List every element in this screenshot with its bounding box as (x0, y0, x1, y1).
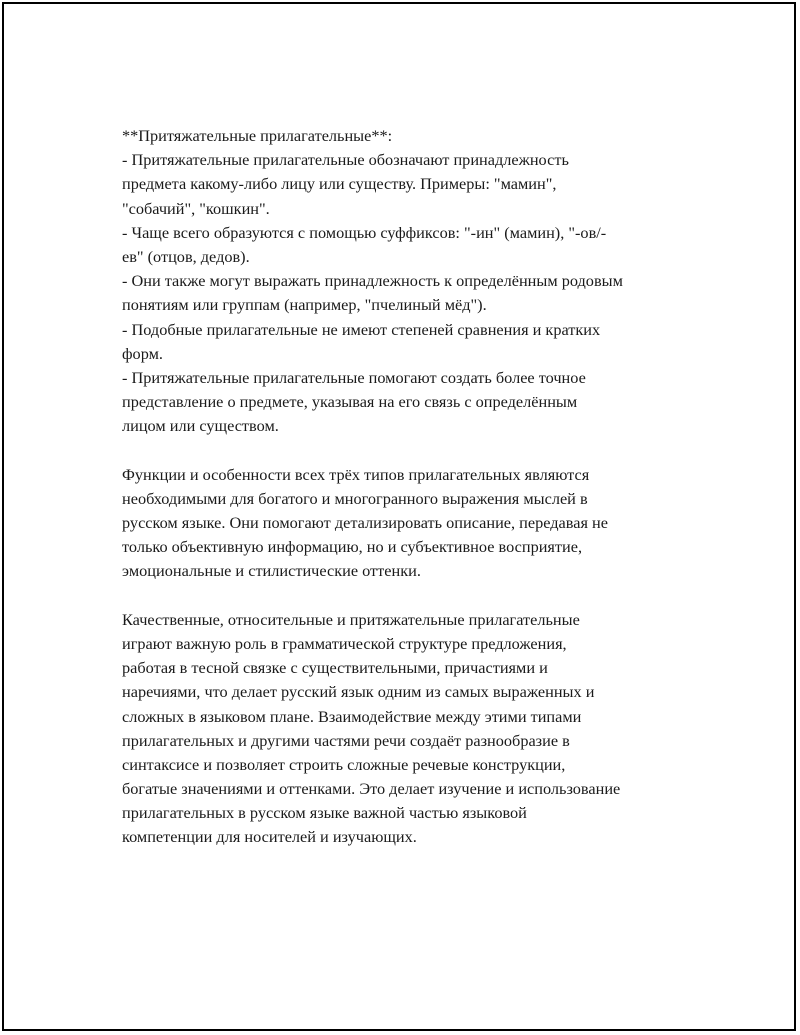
bullet-item-3 (122, 269, 702, 317)
document-body (122, 124, 702, 850)
text-line: играют важную роль в грамматической структуре предложения, (122, 633, 567, 653)
paragraph-spacer (122, 438, 702, 462)
text-line: понятиям или группам (например, "пчелиный мёд"). (122, 295, 487, 315)
text-line: сложных в языковом плане. Взаимодействие между этими типами (122, 706, 582, 726)
text-line: компетенции для носителей и изучающих. (122, 827, 417, 847)
text-line: работая в тесной связке с существительными, причастиями и (122, 658, 548, 678)
paragraph-functions (122, 463, 702, 584)
text-line: "собачий", "кошкин". (122, 198, 270, 218)
text-line: - Притяжательные прилагательные обозначают принадлежность (122, 150, 569, 170)
text-line: наречиями, что делает русский язык одним из самых выраженных и (122, 682, 595, 702)
bullet-item-5 (122, 366, 702, 439)
text-line: прилагательных в русском языке важной частью языковой (122, 803, 527, 823)
text-line: необходимыми для богатого и многогранного выражения мыслей в (122, 488, 588, 508)
text-line: богатые значениями и оттенками. Это делает изучение и использование (122, 779, 621, 799)
bullet-item-1 (122, 148, 702, 221)
text-line: представление о предмете, указывая на его связь с определённым (122, 392, 578, 412)
page-border (2, 2, 796, 1031)
paragraph-spacer (122, 584, 702, 608)
bullet-item-4 (122, 318, 702, 366)
text-line: предмета какому-либо лицу или существу. Примеры: "мамин", (122, 174, 557, 194)
text-line: форм. (122, 343, 163, 363)
text-line: - Они также могут выражать принадлежность к определённым родовым (122, 271, 623, 291)
text-line: Качественные, относительные и притяжательные прилагательные (122, 609, 580, 629)
text-line: эмоциональные и стилистические оттенки. (122, 561, 421, 581)
text-line: русском языке. Они помогают детализировать описание, передавая не (122, 513, 608, 532)
text-line: только объективную информацию, но и субъективное восприятие, (122, 537, 583, 557)
text-line: ев" (отцов, дедов). (122, 246, 250, 266)
text-line: лицом или существом. (122, 416, 279, 436)
section-heading: **Притяжательные прилагательные**: (122, 126, 393, 145)
paragraph-conclusion (122, 608, 702, 850)
text-line: - Подобные прилагательные не имеют степеней сравнения и кратких (122, 319, 601, 339)
text-line: - Притяжательные прилагательные помогают создать более точное (122, 367, 586, 387)
text-line: прилагательных и другими частями речи создаёт разнообразие в (122, 730, 570, 750)
text-line: синтаксисе и позволяет строить сложные речевые конструкции, (122, 754, 566, 774)
text-line: Функции и особенности всех трёх типов прилагательных являются (122, 464, 590, 484)
bullet-item-2 (122, 221, 702, 269)
text-line: - Чаще всего образуются с помощью суффиксов: "-ин" (мамин), "-ов/- (122, 222, 607, 242)
